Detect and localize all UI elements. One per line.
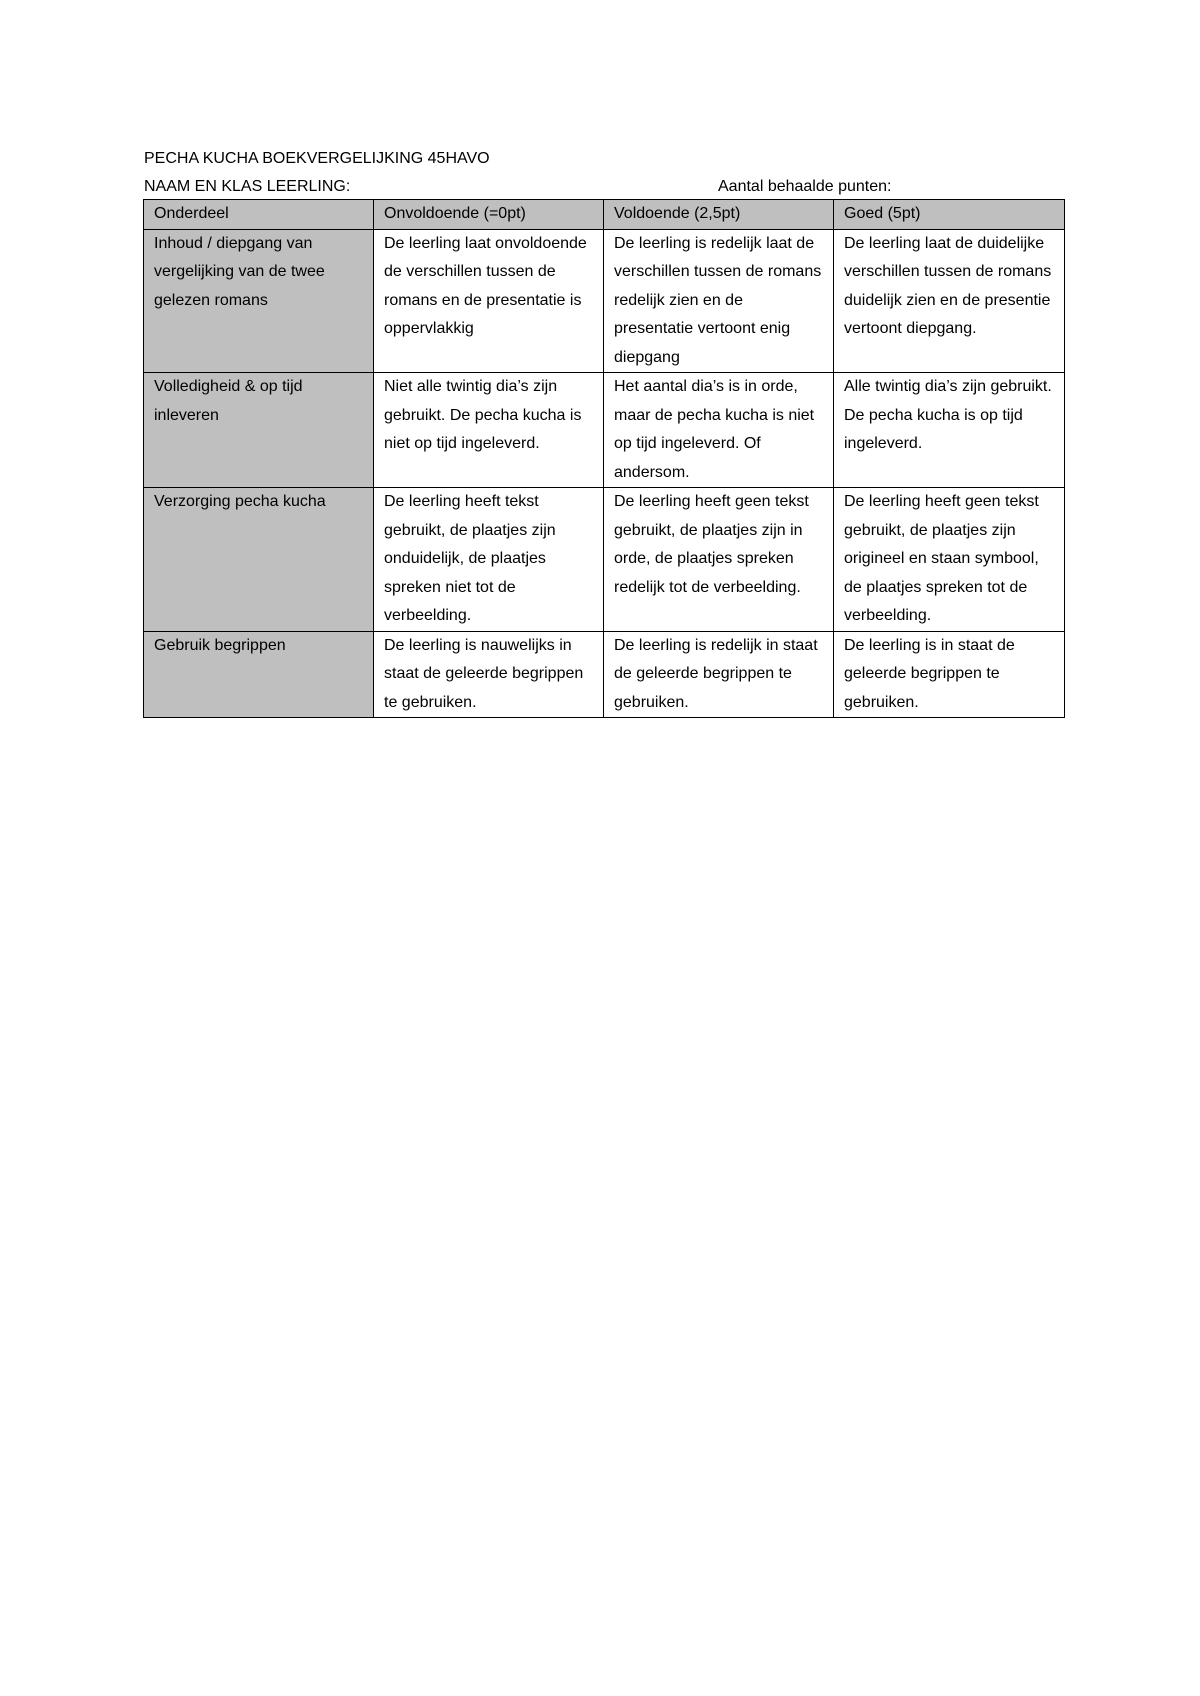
header-voldoende: Voldoende (2,5pt) bbox=[604, 200, 834, 230]
table-row bbox=[144, 488, 1065, 632]
rubric-table bbox=[143, 199, 1065, 718]
cell-onvoldoende: De leerling heeft tekst gebruikt, de plaatjes zijn onduidelijk, de plaatjes spreken niet tot de verbeelding. bbox=[374, 488, 604, 632]
table-row bbox=[144, 229, 1065, 373]
cell-voldoende: De leerling heeft geen tekst gebruikt, de plaatjes zijn in orde, de plaatjes spreken redelijk tot de verbeelding. bbox=[604, 488, 834, 632]
cell-voldoende: De leerling is redelijk in staat de geleerde begrippen te gebruiken. bbox=[604, 631, 834, 718]
title-line bbox=[144, 145, 1064, 173]
table-row bbox=[144, 373, 1065, 488]
header-goed: Goed (5pt) bbox=[834, 200, 1065, 230]
criterion-verzorging: Verzorging pecha kucha bbox=[144, 488, 374, 632]
cell-goed: De leerling is in staat de geleerde begrippen te gebruiken. bbox=[834, 631, 1065, 718]
header-onderdeel: Onderdeel bbox=[144, 200, 374, 230]
rubric-header-row bbox=[144, 200, 1065, 230]
cell-goed: Alle twintig dia’s zijn gebruikt. De pecha kucha is op tijd ingeleverd. bbox=[834, 373, 1065, 488]
document-title: PECHA KUCHA BOEKVERGELIJKING 45HAVO bbox=[144, 150, 490, 167]
student-info-line bbox=[144, 173, 1064, 201]
criterion-inhoud: Inhoud / diepgang van vergelijking van de twee gelezen romans bbox=[144, 229, 374, 373]
cell-goed: De leerling heeft geen tekst gebruikt, de plaatjes zijn origineel en staan symbool, de plaatjes spreken tot de verbeelding. bbox=[834, 488, 1065, 632]
cell-voldoende: De leerling is redelijk laat de verschillen tussen de romans redelijk zien en de presentatie vertoont enig diepgang bbox=[604, 229, 834, 373]
criterion-volledigheid: Volledigheid & op tijd inleveren bbox=[144, 373, 374, 488]
cell-onvoldoende: Niet alle twintig dia’s zijn gebruikt. De pecha kucha is niet op tijd ingeleverd. bbox=[374, 373, 604, 488]
header-onvoldoende: Onvoldoende (=0pt) bbox=[374, 200, 604, 230]
criterion-begrippen: Gebruik begrippen bbox=[144, 631, 374, 718]
cell-onvoldoende: De leerling is nauwelijks in staat de geleerde begrippen te gebruiken. bbox=[374, 631, 604, 718]
points-label: Aantal behaalde punten: bbox=[718, 178, 892, 195]
table-row bbox=[144, 631, 1065, 718]
cell-onvoldoende: De leerling laat onvoldoende de verschillen tussen de romans en de presentatie is oppervlakkig bbox=[374, 229, 604, 373]
cell-voldoende: Het aantal dia’s is in orde, maar de pecha kucha is niet op tijd ingeleverd. Of andersom. bbox=[604, 373, 834, 488]
cell-goed: De leerling laat de duidelijke verschillen tussen de romans duidelijk zien en de presentie vertoont diepgang. bbox=[834, 229, 1065, 373]
student-name-label: NAAM EN KLAS LEERLING: bbox=[144, 178, 351, 195]
document-header bbox=[144, 145, 1064, 201]
